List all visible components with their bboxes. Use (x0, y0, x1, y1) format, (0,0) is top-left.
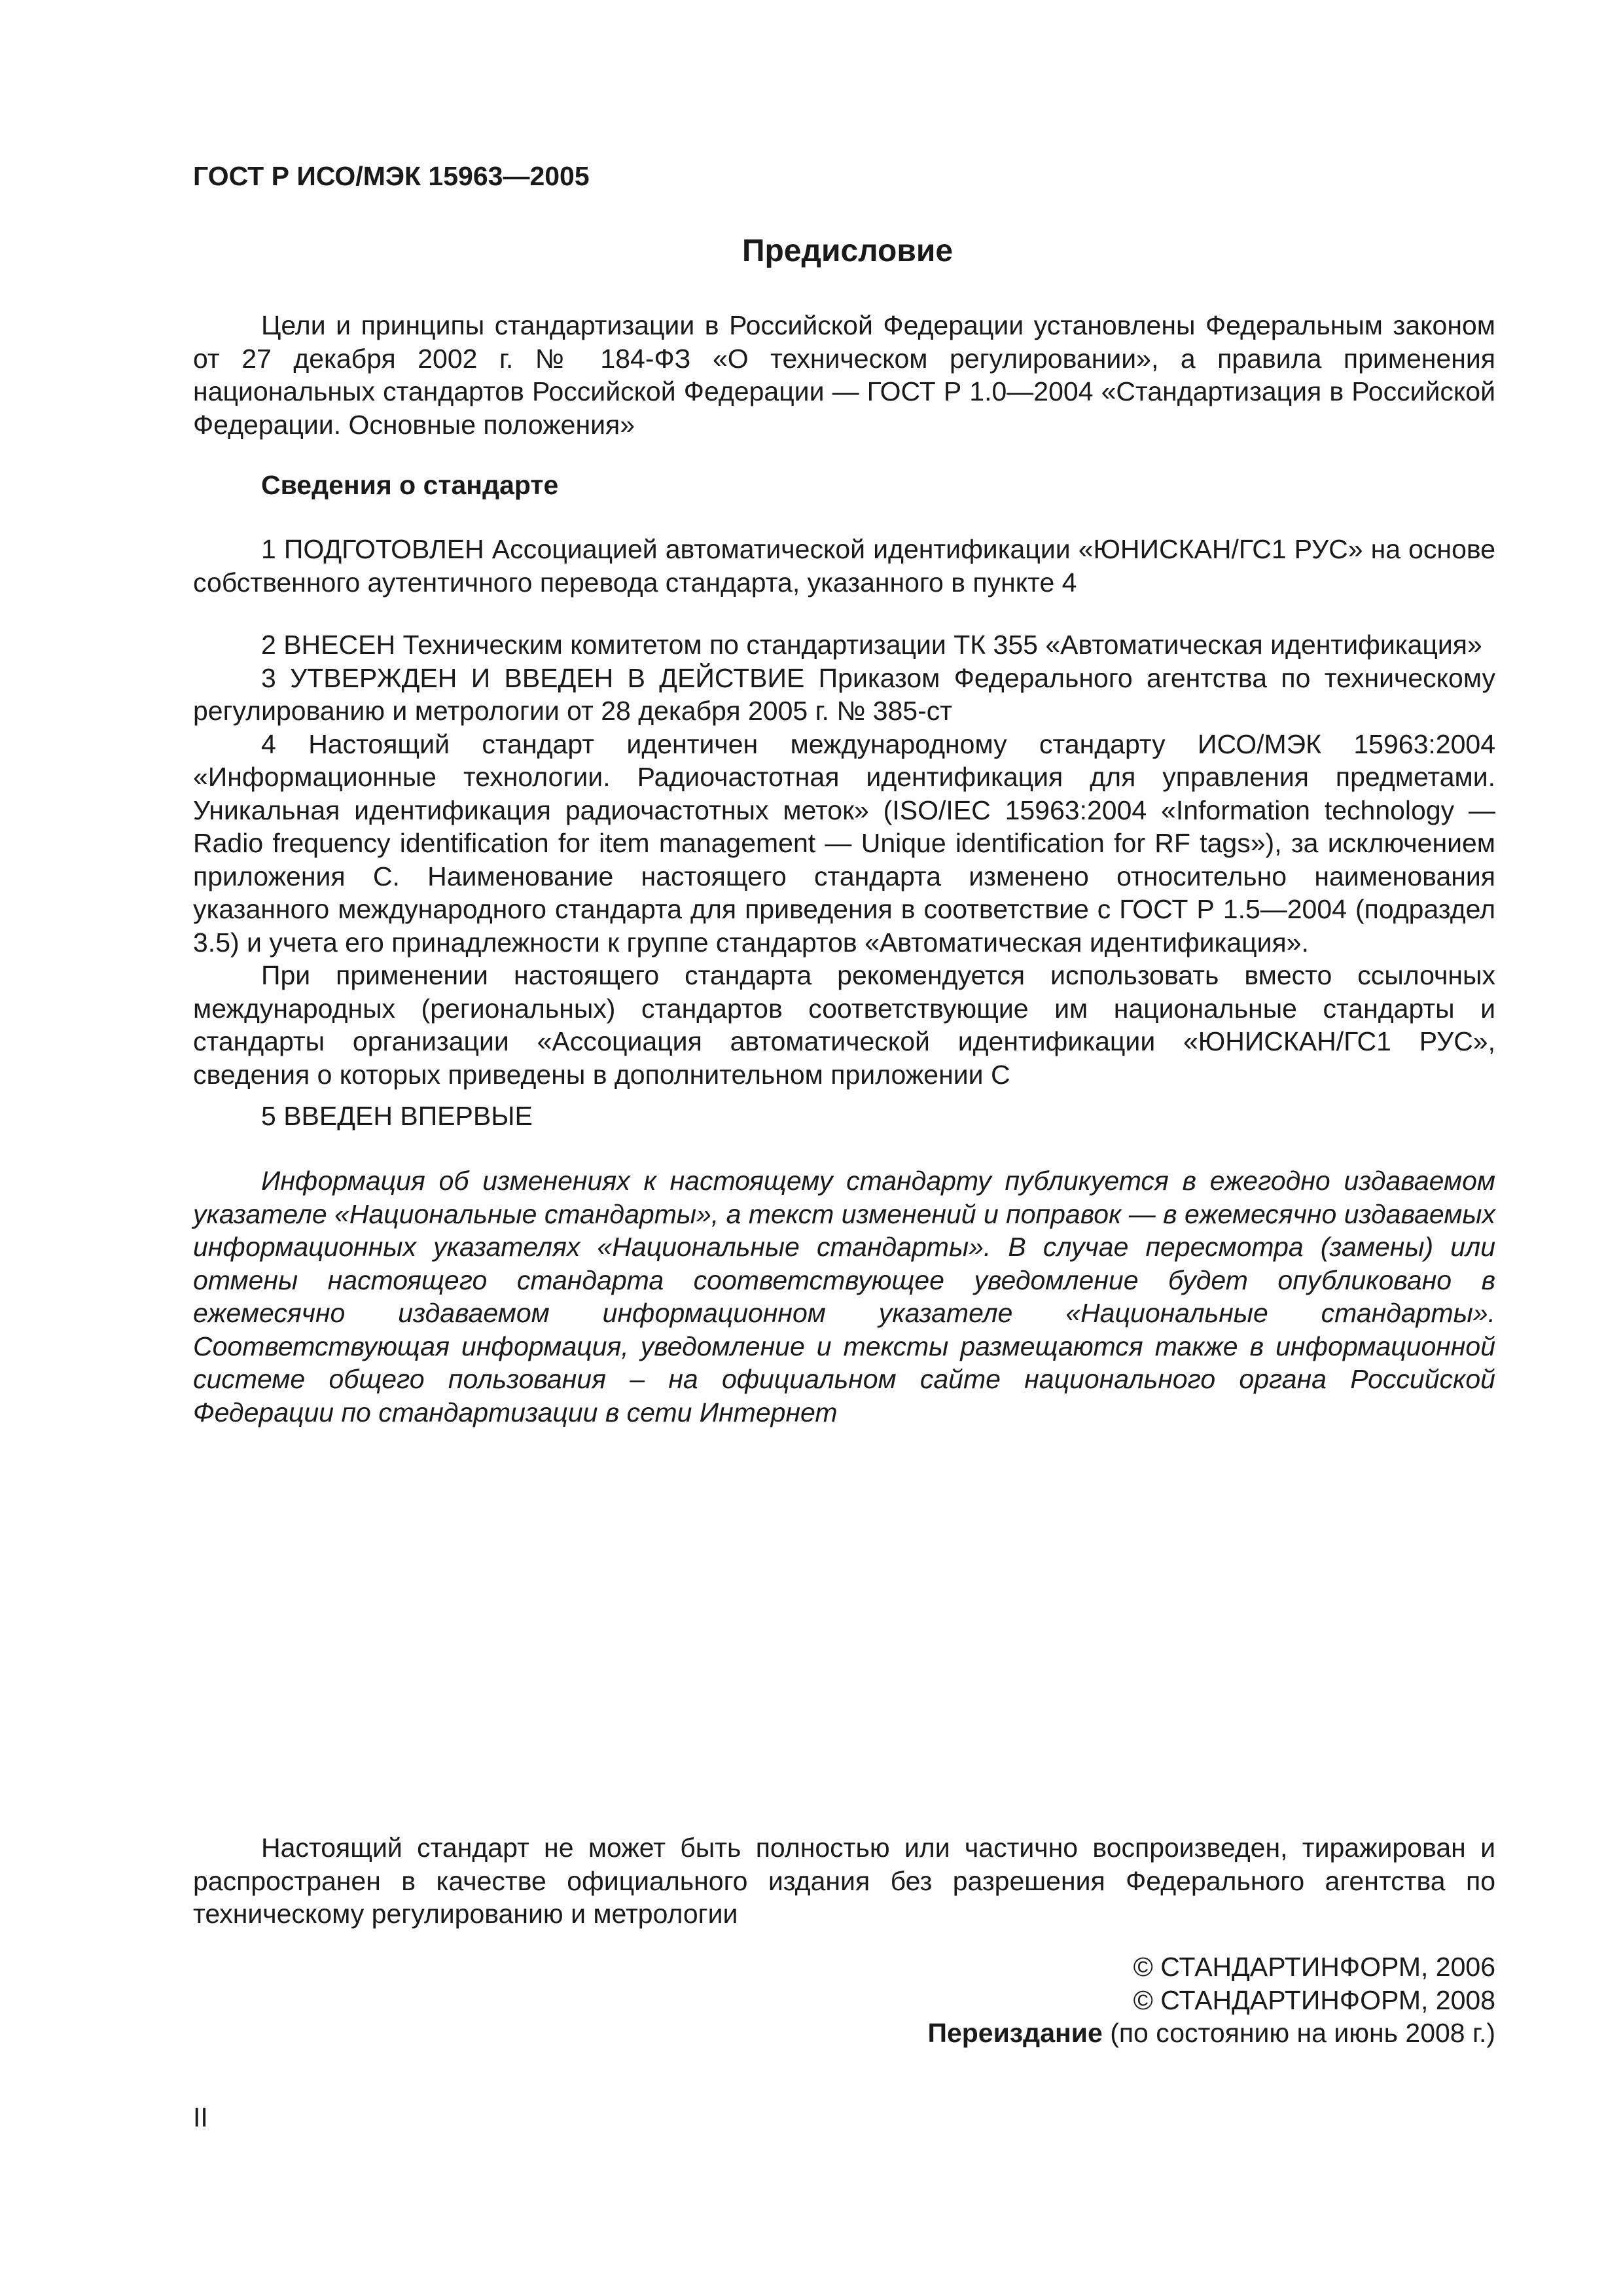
reissue-note: (по состоянию на июнь 2008 г.) (1110, 2018, 1495, 2048)
item-2: 2 ВНЕСЕН Техническим комитетом по стандартизации ТК 355 «Автоматическая идентификация» (261, 630, 1482, 660)
copyright-line-1: © СТАНДАРТИНФОРМ, 2006 (1133, 1952, 1495, 1982)
item-1: 1 ПОДГОТОВЛЕН Ассоциацией автоматической идентификации «ЮНИСКАН/ГС1 РУС» на основе собственного аутентичного перевода стандарта, указанного в пункте 4 (193, 534, 1495, 598)
copyright-line-2: © СТАНДАРТИНФОРМ, 2008 (1133, 1984, 1495, 2015)
changes-notice-paragraph: Информация об изменениях к настоящему стандарту публикуется в ежегодно издаваемом указателе «Национальные стандарты», а текст изменений и поправок — в ежемесячно издаваемых информационных указателях «Национальные стандарты». В случае пересмотра (замены) или отмены настоящего стандарта соответствующее уведомление будет опубликовано в ежемесячно издаваемом информационном указателе «Национальные стандарты». Соответствующая информация, уведомление и тексты размещаются также в информационной системе общего пользования – на официальном сайте национального органа Российской Федерации по стандартизации в сети Интернет (193, 1166, 1495, 1427)
item-4-continued: При применении настоящего стандарта рекомендуется использовать вместо ссылочных международных (региональных) стандартов соответствующие им национальные стандарты и стандарты организации «Ассоциация автоматической идентификации «ЮНИСКАН/ГС1 РУС», сведения о которых приведены в дополнительном приложении С (193, 960, 1495, 1090)
item-5: 5 ВВЕДЕН ВПЕРВЫЕ (261, 1101, 533, 1131)
reissue-line (927, 2017, 1495, 2050)
item-4: 4 Настоящий стандарт идентичен международному стандарту ИСО/МЭК 15963:2004 «Информационные технологии. Радиочастотная идентификация для управления предметами. Уникальная идентификация радиочастотных меток» (ISO/IEC 15963:2004 «Information technology — Radio frequency identification for item management — Unique identification for RF tags»), за исключением приложения С. Наименование настоящего стандарта изменено относительно наименования указанного международного стандарта для приведения в соответствие с ГОСТ Р 1.5—2004 (подраздел 3.5) и учета его принадлежности к группе стандартов «Автоматическая идентификация». (193, 728, 1495, 958)
item-5-section (193, 1100, 1495, 1133)
item-3: 3 УТВЕРЖДЕН И ВВЕДЕН В ДЕЙСТВИЕ Приказом Федерального агентства по техническому регулированию и метрологии от 28 декабря 2005 г. № 385-ст (193, 662, 1495, 726)
reproduction-notice-paragraph: Настоящий стандарт не может быть полностью или частично воспроизведен, тиражирован и распространен в качестве официального издания без разрешения Федерального агентства по техническому регулированию и метрологии (193, 1833, 1495, 1929)
items-section (193, 628, 1495, 1091)
preface-paragraph: Цели и принципы стандартизации в Российской Федерации установлены Федеральным законом от 27 декабря 2002 г. № 184-ФЗ «О техническом регулировании», а правила применения национальных стандартов Российской Федерации — ГОСТ Р 1.0—2004 «Стандартизация в Российской Федерации. Основные положения» (193, 310, 1495, 440)
page-number: II (193, 2102, 208, 2132)
reproduction-notice (193, 1831, 1495, 1931)
reissue-label: Переиздание (927, 2018, 1103, 2048)
item-1-section (193, 533, 1495, 599)
section-subheading: Сведения о стандарте (261, 470, 559, 500)
page-title: Предисловие (741, 234, 954, 268)
changes-notice (193, 1164, 1495, 1429)
standard-header: ГОСТ Р ИСО/МЭК 15963—2005 (193, 161, 590, 191)
preface-section (193, 309, 1495, 441)
imprint-block (927, 1950, 1495, 2050)
